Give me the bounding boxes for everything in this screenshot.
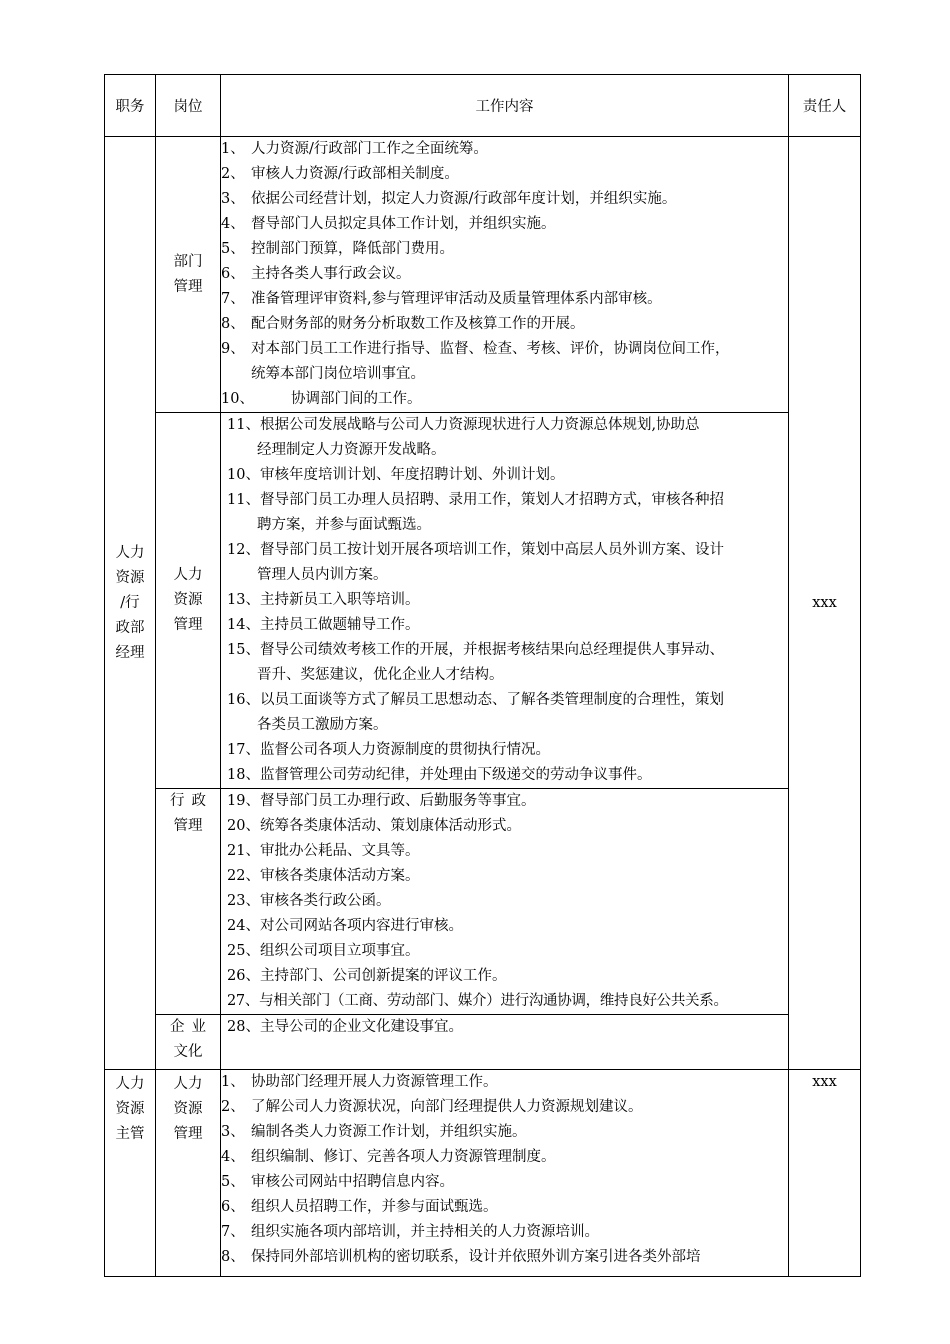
list-item: 19、督导部门员工办理行政、后勤服务等事宜。 xyxy=(227,793,536,809)
post-hr-management: 人力 资源 管理 xyxy=(156,413,221,789)
section1-hr-row xyxy=(105,413,861,789)
list-item: 25、组织公司项目立项事宜。 xyxy=(227,943,420,959)
section1-owner: xxx xyxy=(789,137,861,1070)
list-item: 1、 人力资源/行政部门工作之全面统筹。 xyxy=(221,141,488,157)
header-role: 职务 xyxy=(105,75,156,137)
list-item: 8、 配合财务部的财务分析取数工作及核算工作的开展。 xyxy=(221,316,585,332)
list-item: 28、主导公司的企业文化建设事宜。 xyxy=(227,1019,463,1035)
list-item: 12、督导部门员工按计划开展各项培训工作，策划中高层人员外训方案、设计 xyxy=(227,542,724,558)
list-item: 24、对公司网站各项内容进行审核。 xyxy=(227,918,463,934)
header-post: 岗位 xyxy=(156,75,221,137)
list-item-continuation: 经理制定人力资源开发战略。 xyxy=(257,442,446,458)
list-item: 22、审核各类康体活动方案。 xyxy=(227,868,420,884)
list-item-continuation: 各类员工激励方案。 xyxy=(257,717,388,733)
list-item: 7、 组织实施各项内部培训，并主持相关的人力资源培训。 xyxy=(221,1224,599,1240)
list-item: 23、审核各类行政公函。 xyxy=(227,893,391,909)
list-item: 15、督导公司绩效考核工作的开展，并根据考核结果向总经理提供人事异动、 xyxy=(227,642,724,658)
post-corporate-culture: 企 业 文化 xyxy=(156,1015,221,1070)
list-item: 3、 依据公司经营计划，拟定人力资源/行政部年度计划，并组织实施。 xyxy=(221,191,677,207)
list-item: 16、以员工面谈等方式了解员工思想动态、了解各类管理制度的合理性，策划 xyxy=(227,692,724,708)
culture-items xyxy=(221,1015,789,1070)
list-item: 4、 组织编制、修订、完善各项人力资源管理制度。 xyxy=(221,1149,556,1165)
section1-role: 人力 资源 /行 政部 经理 xyxy=(105,137,156,1070)
list-item: 7、 准备管理评审资料,参与管理评审活动及质量管理体系内部审核。 xyxy=(221,291,662,307)
list-item-continuation: 晋升、奖惩建议，优化企业人才结构。 xyxy=(257,667,504,683)
section1-admin-row xyxy=(105,789,861,1015)
list-item: 10、审核年度培训计划、年度招聘计划、外训计划。 xyxy=(227,467,565,483)
list-item: 10、 协调部门间的工作。 xyxy=(221,391,422,407)
header-row xyxy=(105,75,861,137)
post-admin-management: 行 政 管理 xyxy=(156,789,221,1015)
list-item: 8、 保持同外部培训机构的密切联系，设计并依照外训方案引进各类外部培 xyxy=(221,1249,701,1265)
list-item: 5、 审核公司网站中招聘信息内容。 xyxy=(221,1174,454,1190)
section2-post: 人力 资源 管理 xyxy=(156,1070,221,1277)
list-item: 17、监督公司各项人力资源制度的贯彻执行情况。 xyxy=(227,742,550,758)
duty-table xyxy=(104,74,861,1277)
list-item: 6、 组织人员招聘工作，并参与面试甄选。 xyxy=(221,1199,498,1215)
post-dept-management: 部门 管理 xyxy=(156,137,221,413)
list-item: 18、监督管理公司劳动纪律，并处理由下级递交的劳动争议事件。 xyxy=(227,767,652,783)
section2-owner: xxx xyxy=(789,1070,861,1277)
list-item: 21、审批办公耗品、文具等。 xyxy=(227,843,420,859)
list-item: 11、根据公司发展战略与公司人力资源现状进行人力资源总体规划,协助总 xyxy=(227,417,700,433)
list-item-continuation: 聘方案，并参与面试甄选。 xyxy=(257,517,431,533)
list-item: 4、 督导部门人员拟定具体工作计划，并组织实施。 xyxy=(221,216,556,232)
list-item: 5、 控制部门预算，降低部门费用。 xyxy=(221,241,454,257)
list-item: 26、主持部门、公司创新提案的评议工作。 xyxy=(227,968,507,984)
section1-dept-row xyxy=(105,137,861,413)
list-item: 1、 协助部门经理开展人力资源管理工作。 xyxy=(221,1074,498,1090)
section2-items xyxy=(221,1070,789,1277)
list-item: 9、 对本部门员工工作进行指导、监督、检查、考核、评价，协调岗位间工作， xyxy=(221,341,730,357)
list-item: 11、督导部门员工办理人员招聘、录用工作，策划人才招聘方式，审核各种招 xyxy=(227,492,724,508)
list-item: 6、 主持各类人事行政会议。 xyxy=(221,266,411,282)
list-item: 14、主持员工做题辅导工作。 xyxy=(227,617,420,633)
header-owner: 责任人 xyxy=(789,75,861,137)
list-item-continuation: 统筹本部门岗位培训事宜。 xyxy=(251,366,425,382)
list-item: 20、统筹各类康体活动、策划康体活动形式。 xyxy=(227,818,521,834)
list-item: 2、 了解公司人力资源状况，向部门经理提供人力资源规划建议。 xyxy=(221,1099,643,1115)
admin-items xyxy=(221,789,789,1015)
section2-role: 人力 资源 主管 xyxy=(105,1070,156,1277)
dept-items xyxy=(221,137,789,413)
list-item: 27、与相关部门（工商、劳动部门、媒介）进行沟通协调，维持良好公共关系。 xyxy=(227,993,728,1009)
section2-row xyxy=(105,1070,861,1277)
header-content: 工作内容 xyxy=(221,75,789,137)
list-item: 2、 审核人力资源/行政部相关制度。 xyxy=(221,166,459,182)
hr-items xyxy=(221,413,789,789)
list-item: 13、主持新员工入职等培训。 xyxy=(227,592,420,608)
list-item: 3、 编制各类人力资源工作计划，并组织实施。 xyxy=(221,1124,527,1140)
section1-culture-row xyxy=(105,1015,861,1070)
list-item-continuation: 管理人员内训方案。 xyxy=(257,567,388,583)
